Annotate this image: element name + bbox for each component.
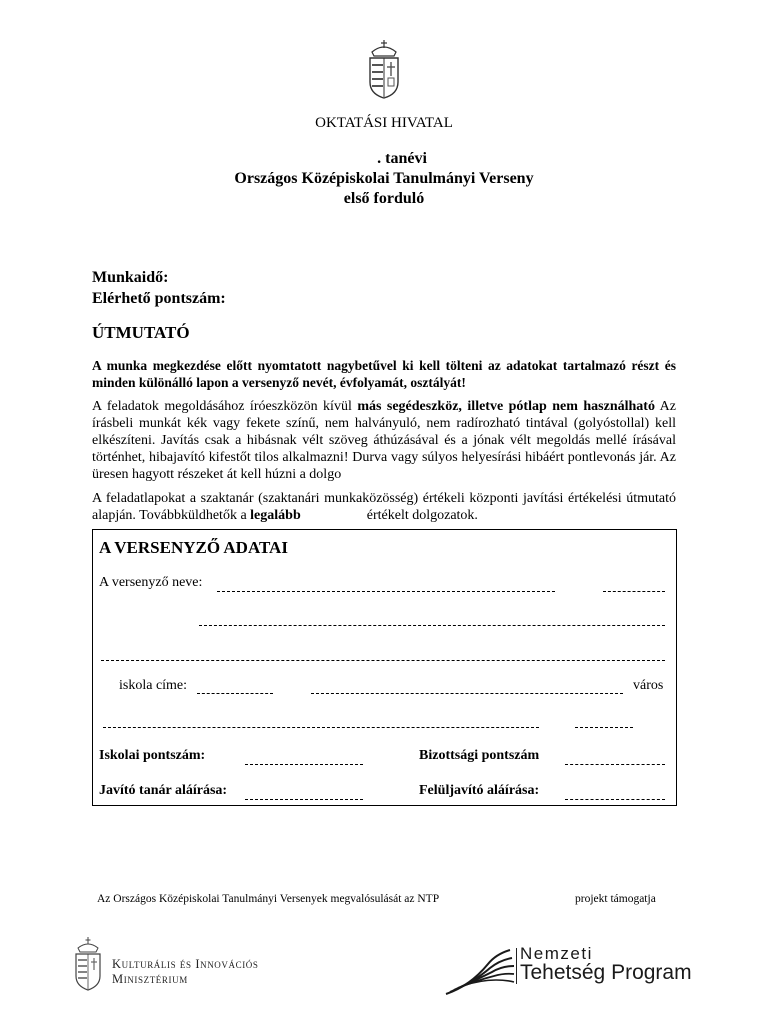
school-address-label: iskola címe: (119, 678, 188, 693)
ntp-divider (516, 948, 517, 984)
teacher-signature-label: Javító tanár aláírása: (99, 783, 228, 798)
guide-paragraph-3 (92, 490, 676, 524)
support-text-end: projekt támogatja (575, 893, 656, 905)
school-address-field-1[interactable] (197, 693, 273, 694)
work-time-label: Munkaidő: (92, 269, 169, 286)
ntp-swoosh-icon (444, 946, 516, 998)
competition-title: Országos Középiskolai Tanulmányi Verseny (234, 170, 534, 187)
teacher-signature-field[interactable] (245, 799, 363, 800)
guide-paragraph-3-emphasis: legalább (250, 508, 301, 523)
guide-paragraph-2 (92, 398, 676, 483)
guide-paragraph-3-start: A feladatlapokat a szaktanár (szaktanári munkaközösség) értékeli központi javítási értékelési útmutató alapján. Továbbküldhetők a (92, 491, 676, 523)
guide-paragraph-2-start: A feladatok megoldásához íróeszközön kívül (92, 399, 358, 414)
name-extra-field[interactable] (603, 591, 665, 592)
school-address-field-2[interactable] (311, 693, 623, 694)
name-line-2[interactable] (199, 625, 665, 626)
name-line-3[interactable] (101, 660, 665, 661)
committee-points-field[interactable] (565, 764, 665, 765)
round-title: első forduló (343, 190, 425, 207)
guide-paragraph-3-end: értékelt dolgozatok. (366, 508, 478, 523)
points-label: Elérhető pontszám: (92, 290, 226, 307)
ministry-coat-of-arms-icon (72, 936, 104, 992)
ministry-name-line-2: Minisztérium (112, 972, 188, 986)
year-line: . tanévi (377, 150, 427, 167)
guide-paragraph-1: A munka megkezdése előtt nyomtatott nagybetűvel ki kell tölteni az adatokat tartalmazó részt és minden különálló lapon a versenyző nevét, évfolyamát, osztályát! (92, 358, 676, 390)
form-title: A VERSENYZŐ ADATAI (99, 538, 288, 557)
name-field[interactable] (217, 591, 555, 592)
ntp-name-line-1: Nemzeti (520, 944, 593, 963)
office-name: OKTATÁSI HIVATAL (315, 115, 453, 131)
guide-paragraph-2-rest: Az írásbeli munkát kék vagy fekete színű, nem halványuló, nem radírozható tintával (golyóstollal) kell elkészíteni. Javítás csak a hibásnak vélt szöveg áthúzásával és a jónak vélt megoldás mellé írásával történhet, hibajavító kifestőt tilos alkalmazni! Durva vagy súlyos helyesírási hibáért pontlevonás jár. Az üresen hagyott részeket át kell húzni a dolgo (92, 399, 676, 482)
ministry-name-line-1: Kulturális és Innovációs (112, 957, 259, 971)
reviewer-signature-label: Felüljavító aláírása: (419, 783, 540, 798)
address-line-2[interactable] (103, 727, 539, 728)
guide-heading: ÚTMUTATÓ (92, 323, 190, 342)
ntp-name-line-2: Tehetség Program (520, 961, 692, 984)
committee-points-label: Bizottsági pontszám (419, 748, 540, 763)
support-text: Az Országos Középiskolai Tanulmányi Versenyek megvalósulását az NTP (97, 893, 440, 905)
school-points-label: Iskolai pontszám: (99, 748, 206, 763)
name-label: A versenyző neve: (99, 575, 203, 590)
address-line-2-extra[interactable] (575, 727, 633, 728)
reviewer-signature-field[interactable] (565, 799, 665, 800)
contestant-data-box (92, 529, 677, 806)
school-points-field[interactable] (245, 764, 363, 765)
guide-paragraph-2-emphasis: más segédeszköz, illetve pótlap nem használható (357, 399, 655, 414)
city-label: város (633, 678, 664, 693)
coat-of-arms-logo (364, 38, 404, 100)
